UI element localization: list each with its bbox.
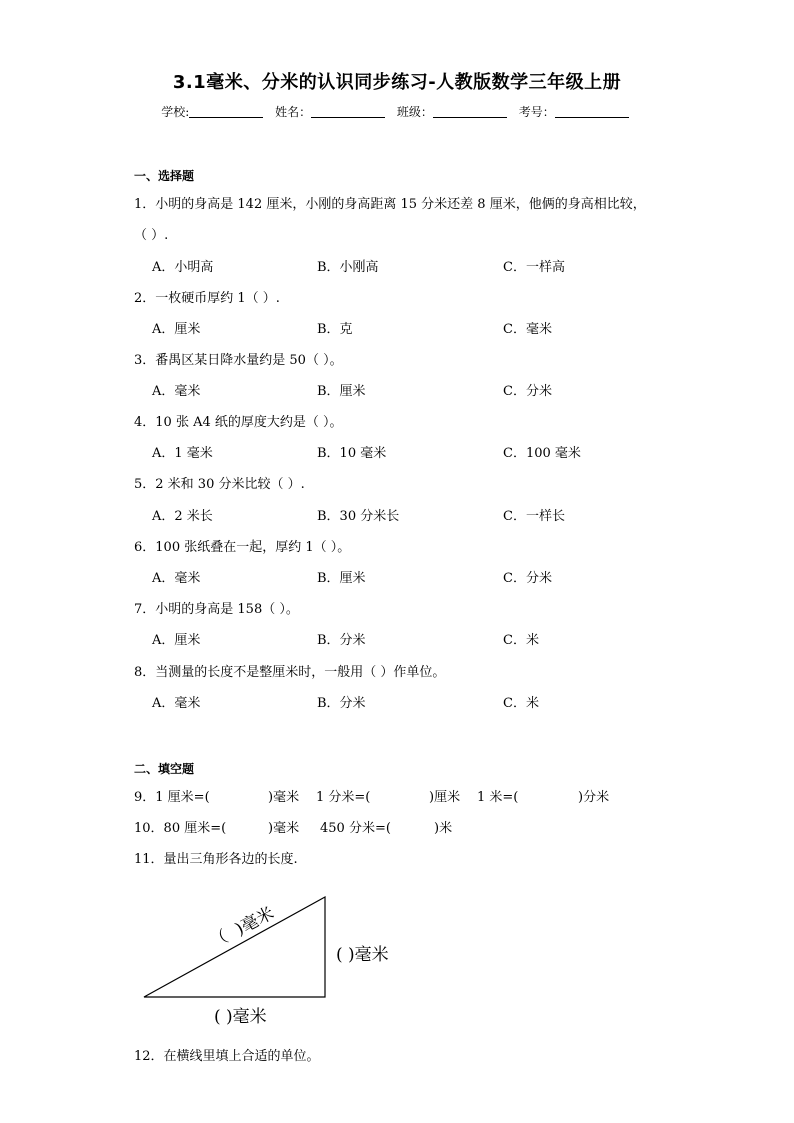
question-1-option-a[interactable]: A．小明高	[152, 260, 214, 275]
question-1-option-c[interactable]: C．一样高	[503, 260, 565, 275]
question-8-option-a[interactable]: A．毫米	[152, 696, 201, 711]
question-3-text: 3．番禺区某日降水量约是 50（ ）。	[134, 353, 343, 368]
question-10-part-4: )米	[434, 821, 453, 836]
name-label: 姓名：	[275, 105, 312, 119]
question-10-part-3: 450 分米=(	[320, 821, 391, 836]
question-6-option-c[interactable]: C．分米	[503, 571, 552, 586]
question-9-part-4: )厘米	[429, 790, 461, 805]
question-3-option-c[interactable]: C．分米	[503, 384, 552, 399]
question-10-part-2: )毫米	[268, 821, 300, 836]
question-6-option-b[interactable]: B．厘米	[317, 571, 366, 586]
question-1-text-cont: （ ）.	[134, 228, 169, 243]
question-6-text: 6．100 张纸叠在一起，厚约 1（ ）。	[134, 540, 351, 555]
question-7-option-a[interactable]: A．厘米	[152, 633, 201, 648]
question-8-option-b[interactable]: B．分米	[317, 696, 366, 711]
section-heading-fill: 二、填空题	[134, 762, 195, 776]
question-3-option-a[interactable]: A．毫米	[152, 384, 201, 399]
question-11-text: 11．量出三角形各边的长度.	[134, 852, 298, 867]
question-2-option-b[interactable]: B．克	[317, 322, 353, 337]
question-7-option-c[interactable]: C．米	[503, 633, 539, 648]
question-12-text: 12．在横线里填上合适的单位。	[134, 1049, 320, 1064]
question-9-part-1: 9．1 厘米=(	[134, 790, 210, 805]
number-label: 考号：	[518, 105, 555, 119]
school-label: 学校:	[161, 105, 190, 119]
question-4-option-b[interactable]: B．10 毫米	[317, 446, 387, 461]
section-heading-choice: 一、选择题	[134, 169, 195, 183]
question-8-option-c[interactable]: C．米	[503, 696, 539, 711]
question-4-option-a[interactable]: A．1 毫米	[152, 446, 213, 461]
question-10-part-1: 10．80 厘米=(	[134, 821, 227, 836]
question-6-option-a[interactable]: A．毫米	[152, 571, 201, 586]
hypotenuse-label	[207, 903, 277, 952]
question-2-option-c[interactable]: C．毫米	[503, 322, 552, 337]
question-5-option-b[interactable]: B．30 分米长	[317, 509, 400, 524]
question-9-part-6: )分米	[578, 790, 610, 805]
page-title: 3.1毫米、分米的认识同步练习-人教版数学三年级上册	[172, 72, 622, 93]
question-2-text: 2．一枚硬币厚约 1（ ）.	[134, 291, 280, 306]
bottom-side-label: ( )毫米	[214, 1007, 267, 1027]
question-9-part-3: 1 分米=(	[316, 790, 371, 805]
question-1-text: 1．小明的身高是 142 厘米，小刚的身高距离 15 分米还差 8 厘米，他俩的身高相比较，	[134, 197, 646, 212]
question-4-text: 4．10 张 A4 纸的厚度大约是（ ）。	[134, 415, 343, 430]
question-2-option-a[interactable]: A．厘米	[152, 322, 201, 337]
question-9-part-5: 1 米=(	[477, 790, 519, 805]
question-5-option-c[interactable]: C．一样长	[503, 509, 565, 524]
question-3-option-b[interactable]: B．厘米	[317, 384, 366, 399]
hypotenuse-open-paren: （	[207, 926, 232, 953]
right-side-label: ( )毫米	[336, 945, 389, 965]
question-5-text: 5．2 米和 30 分米比较（ ）.	[134, 477, 305, 492]
hypotenuse-unit: )毫米	[232, 903, 278, 940]
question-8-text: 8．当测量的长度不是整厘米时，一般用（ ）作单位。	[134, 665, 446, 680]
triangle-shape	[144, 897, 325, 997]
question-7-text: 7．小明的身高是 158（ ）。	[134, 602, 299, 617]
question-7-option-b[interactable]: B．分米	[317, 633, 366, 648]
question-1-option-b[interactable]: B．小刚高	[317, 260, 379, 275]
class-label: 班级：	[396, 105, 433, 119]
question-5-option-a[interactable]: A．2 米长	[152, 509, 213, 524]
question-9-part-2: )毫米	[268, 790, 300, 805]
question-4-option-c[interactable]: C．100 毫米	[503, 446, 581, 461]
